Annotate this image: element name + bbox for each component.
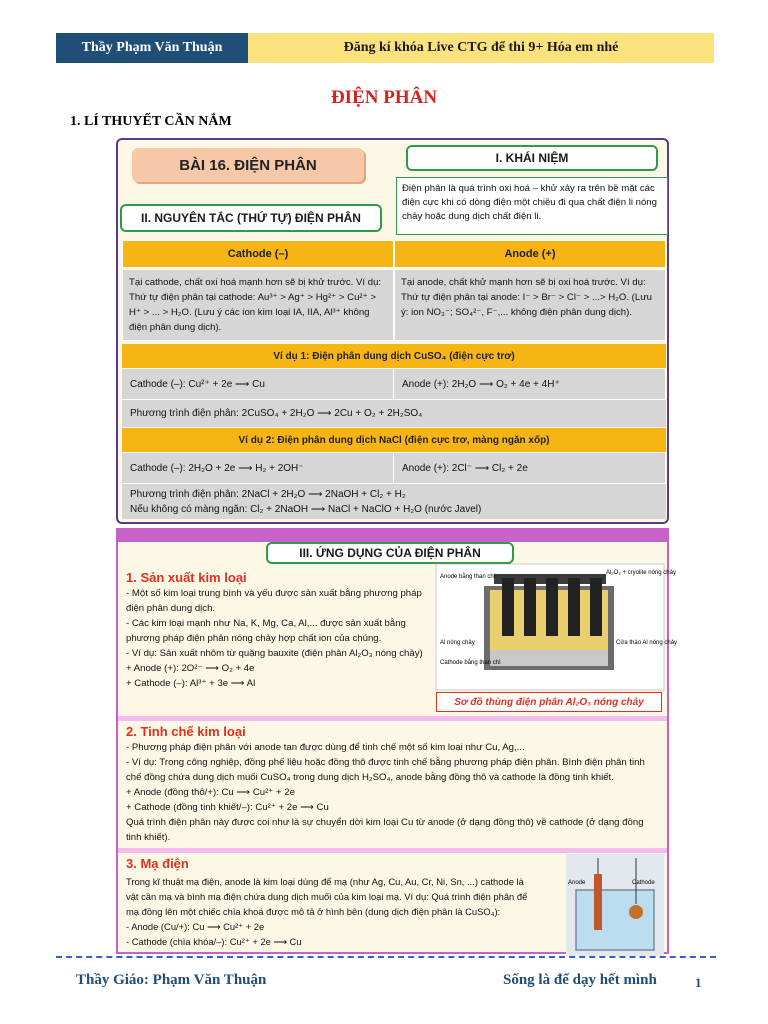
example2-equations [122, 483, 666, 519]
app2-line: + Cathode (đồng tinh khiết/–): Cu²⁺ + 2e ⟶ Cu [126, 802, 329, 813]
anode-header: Anode (+) [394, 240, 666, 268]
app1-title: 1. Sản xuất kim loại [126, 570, 247, 585]
app1-line: + Anode (+): 2O²⁻ ⟶ O₂ + 4e [126, 663, 255, 674]
app2-line: - Ví dụ: Trong công nghiệp, đồng phế liệu hoặc đồng thô được tinh chế bằng phương pháp điện phân. Bình điện phân tinh [126, 757, 645, 768]
example2-half-reactions [122, 453, 666, 483]
app2-line: Quá trình điện phân này được coi như là sự chuyển dời kim loại Cu từ anode (ở dạng đồng thô) về cathode (ở dạng đồng [126, 817, 644, 828]
app3-line: Trong kĩ thuật mạ điện, anode là kim loại dùng để mạ (như Ag, Cu, Au, Cr, Ni, Sn, ...) cathode là [126, 876, 524, 887]
example2-cathode: Cathode (–): 2H₂O + 2e ⟶ H₂ + 2OH⁻ [122, 453, 394, 483]
example1-cathode: Cathode (–): Cu²⁺ + 2e ⟶ Cu [122, 369, 394, 399]
example1-equation: Phương trình điện phân: 2CuSO₄ + 2H₂O ⟶ 2Cu + O₂ + 2H₂SO₄ [122, 399, 666, 427]
concept-tag: I. KHÁI NIỆM [406, 145, 658, 171]
electrode-rules [122, 269, 666, 341]
app3-line: vật cần mạ và bình mạ điện chứa dung dịch muối của kim loại mạ. Ví dụ: Quá trình điện phân để [126, 891, 528, 902]
diagram-label-anode: Anode bằng than chì [440, 574, 496, 580]
example2-title: Ví dụ 2: Điện phân dung dịch NaCl (điện cực trơ, màng ngăn xốp) [122, 428, 666, 452]
example1-title: Ví dụ 1: Điện phân dung dịch CuSO₄ (điện cực trơ) [122, 344, 666, 368]
electroplating-diagram [566, 854, 664, 956]
example2-equation: Phương trình điện phân: 2NaCl + 2H₂O ⟶ 2NaOH + Cl₂ + H₂ [130, 489, 406, 500]
aluminium-electrolysis-diagram [436, 564, 678, 690]
page-title: ĐIỆN PHÂN [330, 87, 438, 108]
footer-author: Thầy Giáo: Phạm Văn Thuận [76, 972, 267, 988]
lesson-title: BÀI 16. ĐIỆN PHÂN [132, 148, 364, 182]
plating-label-cathode: Cathode [632, 880, 655, 886]
app1-body [126, 586, 436, 691]
app2-line: tinh khiết). [126, 832, 171, 843]
electrode-header [122, 240, 666, 268]
cathode-header: Cathode (–) [122, 240, 394, 268]
footer-slogan: Sống là để dạy hết mình [503, 972, 657, 988]
app2-title: 2. Tinh chế kim loại [126, 724, 246, 739]
diagram-label-al-molten: Al nóng chảy [440, 640, 475, 646]
divider [118, 716, 667, 721]
anode-rule: Tại anode, chất khử mạnh hơn sẽ bị oxi hoá trước. Ví dụ: Thứ tự điện phân tại anode: I⁻ > Br⁻ > Cl⁻ > ...> H₂O. (Lưu ý: ion NO₃⁻; SO₄²⁻, F⁻,... không điện phân dung dịch). [394, 269, 666, 341]
footer-divider [56, 956, 716, 958]
example1-half-reactions [122, 369, 666, 399]
app1-line: phương pháp điện phân nóng chảy hợp chất ion của chúng. [126, 633, 382, 644]
app2-line: - Phương pháp điện phân với anode tan được dùng để tinh chế một số kim loại như Cu, Ag,... [126, 742, 525, 753]
example2-no-membrane: Nếu không có màng ngăn: Cl₂ + 2NaOH ⟶ NaCl + NaClO + H₂O (nước Javel) [130, 504, 482, 515]
app2-line: chế đồng chứa dung dịch muối CuSO₄ trong dung dịch H₂SO₄, anode bằng đồng thô và cathode là đồng tinh khiết. [126, 772, 614, 783]
concept-text: Điện phân là quá trình oxi hoá – khử xảy ra trên bề mặt các điện cực khi có dòng điện một chiều đi qua chất điện li nóng chảy hoặc dung dịch chất điện li. [396, 177, 668, 235]
applications-tag: III. ỨNG DỤNG CỦA ĐIỆN PHÂN [266, 542, 514, 564]
cathode-rule: Tại cathode, chất oxi hoá mạnh hơn sẽ bị khử trước. Ví dụ: Thứ tự điện phân tại cathode: Au³⁺ > Ag⁺ > Hg²⁺ > Cu²⁺ > H⁺ > ... > H₂O. (Lưu ý các ion kim loại IA, IIA, Al³⁺ không điện phân dung dịch). [122, 269, 394, 341]
example2-anode: Anode (+): 2Cl⁻ ⟶ Cl₂ + 2e [394, 453, 666, 483]
app2-line: + Anode (đồng thô/+): Cu ⟶ Cu²⁺ + 2e [126, 787, 295, 798]
principle-tag: II. NGUYÊN TẮC (THỨ TỰ) ĐIỆN PHÂN [120, 204, 382, 232]
app3-line: - Cathode (chìa khóa/–): Cu²⁺ + 2e ⟶ Cu [126, 936, 302, 947]
app1-line: - Ví dụ: Sản xuất nhôm từ quặng bauxite (điện phân Al₂O₃ nóng chảy) [126, 648, 423, 659]
diagram-label-cathode: Cathode bằng than chì [440, 660, 501, 666]
plating-label-anode: Anode [568, 880, 586, 886]
app1-line: + Cathode (–): Al³⁺ + 3e ⟶ Al [126, 678, 256, 689]
example1-anode: Anode (+): 2H₂O ⟶ O₂ + 4e + 4H⁺ [394, 369, 666, 399]
diagram-caption: Sơ đồ thùng điện phân Al₂O₃ nóng chảy [436, 692, 662, 712]
theory-infographic [116, 138, 669, 524]
app3-line: mạ đồng lên một chiếc chìa khoá được mô tả ở hình bên (dung dịch điện phân là CuSO₄): [126, 906, 501, 917]
app1-line: - Một số kim loại trung bình và yếu được sản xuất bằng phương pháp [126, 588, 422, 599]
diagram-label-outlet: Cửa tháo Al nóng chảy [616, 640, 678, 646]
app1-line: - Các kim loại mạnh như Na, K, Mg, Ca, Al,... được sản xuất bằng [126, 618, 406, 629]
section-heading: 1. LÍ THUYẾT CẦN NẮM [70, 114, 232, 129]
page-number: 1 [695, 975, 702, 990]
applications-infographic [116, 528, 678, 954]
app3-body [126, 874, 566, 949]
app2-body [126, 740, 666, 845]
header-banner: Đăng kí khóa Live CTG để thi 9+ Hóa em nhé [248, 33, 714, 63]
app1-line: điện phân dung dịch. [126, 603, 216, 614]
divider [118, 848, 667, 853]
header-bar [56, 33, 714, 63]
app3-line: - Anode (Cu/+): Cu ⟶ Cu²⁺ + 2e [126, 921, 265, 932]
header-author: Thầy Phạm Văn Thuận [56, 33, 248, 63]
diagram-label-al2o3: Al₂O₃ + cryolite nóng chảy [606, 570, 676, 576]
app3-title: 3. Mạ điện [126, 856, 189, 871]
